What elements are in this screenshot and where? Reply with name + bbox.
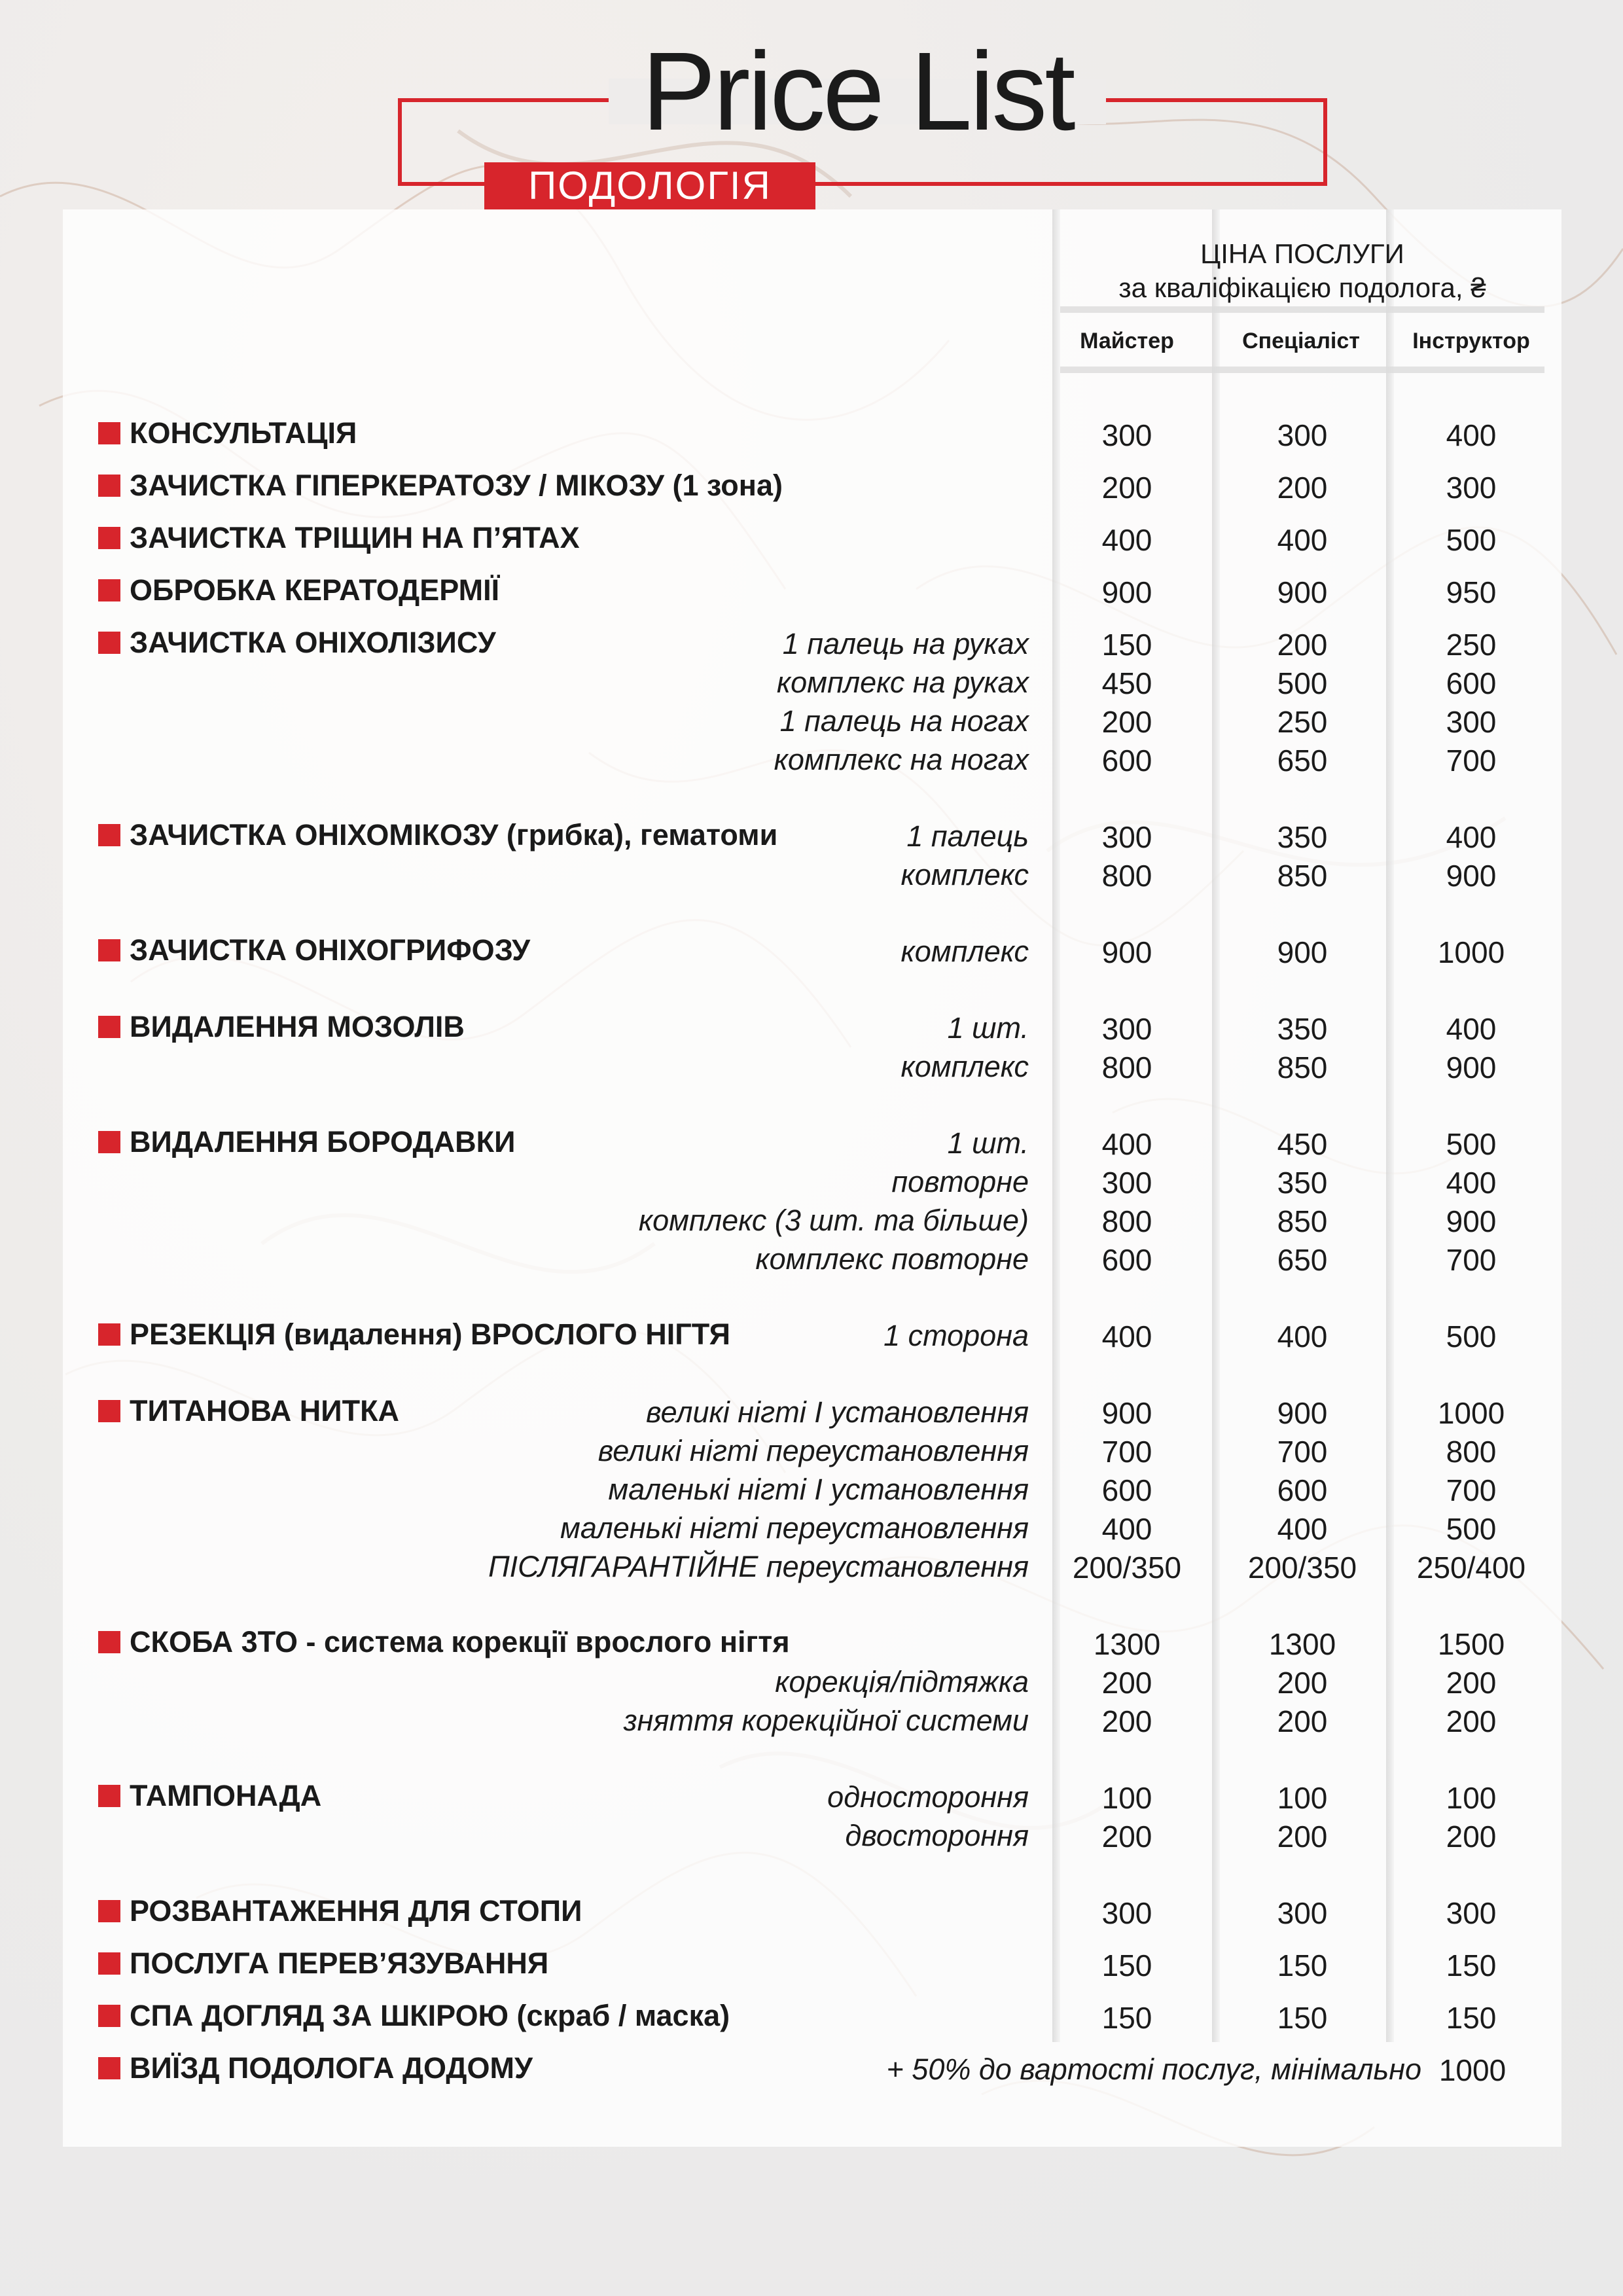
price-cell: 350 [1277, 820, 1328, 854]
price-cell: 200 [1277, 628, 1328, 662]
service-name-text: СКОБА 3ТО - система корекції врослого нігтя [130, 1625, 790, 1659]
price-cell: 200 [1446, 1666, 1497, 1700]
price-cell: 500 [1446, 1512, 1497, 1546]
price-cell: 200 [1101, 1704, 1152, 1738]
price-cell: 200/350 [1072, 1551, 1182, 1585]
bullet-icon [98, 1900, 120, 1922]
price-cell: 500 [1446, 1319, 1497, 1354]
price-cell: 300 [1277, 1896, 1328, 1930]
service-option: зняття корекційної системи [623, 1704, 1029, 1737]
price-cell: 100 [1101, 1781, 1152, 1815]
price-cell: 250 [1277, 705, 1328, 739]
price-cell: 1000 [1437, 935, 1505, 969]
price-cell: 900 [1446, 1050, 1497, 1085]
price-cell: 1500 [1437, 1627, 1505, 1661]
service-option: великі нігті I установлення [646, 1395, 1029, 1429]
price-cell: 150 [1446, 2001, 1497, 2035]
service-option: комплекс повторне [755, 1242, 1029, 1276]
price-cell: 200 [1446, 1820, 1497, 1854]
price-cell: 300 [1101, 1012, 1152, 1046]
service-option: маленькі нігті I установлення [608, 1473, 1029, 1506]
price-cell: 900 [1101, 575, 1152, 609]
service-option: комплекс [901, 935, 1029, 968]
price-cell: 900 [1277, 575, 1328, 609]
price-cell: 150 [1101, 2001, 1152, 2035]
price-cell: 950 [1446, 575, 1497, 609]
price-cell: 300 [1101, 820, 1152, 854]
price-cell: 200 [1277, 471, 1328, 505]
page-title: Price List [641, 29, 1073, 154]
price-cell: 300 [1101, 418, 1152, 452]
price-cell: 500 [1277, 666, 1328, 700]
service-name-text: ЗАЧИСТКА ГІПЕРКЕРАТОЗУ / МІКОЗУ (1 зона) [130, 469, 783, 502]
price-cell: 300 [1101, 1166, 1152, 1200]
service-name [98, 933, 530, 967]
price-cell: 400 [1101, 1127, 1152, 1161]
price-cell: 900 [1446, 1204, 1497, 1238]
price-cell: 400 [1277, 523, 1328, 557]
price-cell: 350 [1277, 1166, 1328, 1200]
price-cell: 200 [1101, 705, 1152, 739]
service-option: комплекс на ногах [774, 743, 1029, 776]
price-cell: 400 [1101, 1319, 1152, 1354]
service-option: великі нігті переустановлення [597, 1434, 1029, 1467]
price-cell: 600 [1446, 666, 1497, 700]
service-option: комплекс [901, 1050, 1029, 1083]
bullet-icon [98, 1400, 120, 1422]
service-name [98, 1318, 730, 1352]
price-cell: 450 [1101, 666, 1152, 700]
service-name [98, 818, 777, 852]
price-cell: 900 [1446, 859, 1497, 893]
service-name-text: ВИДАЛЕННЯ БОРОДАВКИ [130, 1125, 516, 1158]
service-option: 1 шт. [947, 1126, 1029, 1160]
price-header-line1: ЦІНА ПОСЛУГИ [1200, 238, 1404, 269]
price-cell: 900 [1277, 935, 1328, 969]
service-name [98, 1125, 515, 1159]
service-name-text: СПА ДОГЛЯД ЗА ШКІРОЮ (скраб / маска) [130, 1999, 730, 2032]
price-cell: 150 [1446, 1948, 1497, 1982]
price-cell: 900 [1101, 935, 1152, 969]
price-cell: 150 [1277, 1948, 1328, 1982]
service-option: маленькі нігті переустановлення [560, 1511, 1029, 1545]
level-instructor: Інструктор [1412, 329, 1530, 353]
service-name-text: ЗАЧИСТКА ОНІХОЛІЗИСУ [130, 626, 496, 659]
price-cell: 1300 [1268, 1627, 1336, 1661]
price-cell: 200 [1101, 1666, 1152, 1700]
price-cell: 300 [1446, 471, 1497, 505]
home-visit-min-price: 1000 [1438, 2053, 1507, 2087]
price-cell: 850 [1277, 1050, 1328, 1085]
price-cell: 450 [1277, 1127, 1328, 1161]
price-cell: 900 [1101, 1396, 1152, 1430]
service-option: двостороння [845, 1819, 1029, 1852]
price-cell: 200 [1101, 471, 1152, 505]
service-name-text: РЕЗЕКЦІЯ (видалення) ВРОСЛОГО НІГТЯ [130, 1318, 730, 1351]
price-cell: 200 [1277, 1704, 1328, 1738]
price-cell: 400 [1101, 1512, 1152, 1546]
bullet-icon [98, 422, 120, 444]
bullet-icon [98, 1016, 120, 1038]
bullet-icon [98, 475, 120, 497]
bullet-icon [98, 1323, 120, 1346]
price-cell: 300 [1446, 1896, 1497, 1930]
bullet-icon [98, 1131, 120, 1153]
service-name [98, 1394, 399, 1428]
price-cell: 850 [1277, 859, 1328, 893]
price-cell: 300 [1101, 1896, 1152, 1930]
price-cell: 650 [1277, 744, 1328, 778]
price-cell: 300 [1446, 705, 1497, 739]
service-name [98, 2051, 533, 2085]
price-cell: 700 [1446, 744, 1497, 778]
price-cell: 400 [1446, 1166, 1497, 1200]
service-option: 1 палець на руках [782, 627, 1029, 660]
service-name [98, 1010, 465, 1044]
service-option: 1 сторона [883, 1319, 1029, 1352]
price-cell: 400 [1277, 1319, 1328, 1354]
price-cell: 200 [1277, 1820, 1328, 1854]
service-name-text: КОНСУЛЬТАЦІЯ [130, 416, 357, 450]
price-cell: 700 [1101, 1435, 1152, 1469]
price-cell: 400 [1277, 1512, 1328, 1546]
price-cell: 400 [1101, 523, 1152, 557]
service-name-text: ВИЇЗД ПОДОЛОГА ДОДОМУ [130, 2051, 533, 2085]
price-cell: 500 [1446, 1127, 1497, 1161]
price-cell: 700 [1446, 1243, 1497, 1277]
service-option: ПІСЛЯГАРАНТІЙНЕ переустановлення [488, 1550, 1029, 1583]
price-cell: 1300 [1093, 1627, 1161, 1661]
service-option: комплекс на руках [776, 666, 1029, 699]
price-cell: 600 [1101, 1243, 1152, 1277]
service-name [98, 626, 496, 660]
price-cell: 900 [1277, 1396, 1328, 1430]
service-name-text: ОБРОБКА КЕРАТОДЕРМІЇ [130, 573, 500, 607]
price-header-line2: за кваліфікацією подолога, ₴ [1118, 272, 1486, 303]
service-option: комплекс (3 шт. та більше) [638, 1204, 1029, 1237]
level-specialist: Спеціаліст [1242, 329, 1360, 353]
service-name [98, 1946, 548, 1981]
service-name-text: ПОСЛУГА ПЕРЕВ’ЯЗУВАННЯ [130, 1946, 549, 1980]
price-cell: 800 [1101, 859, 1152, 893]
service-option: 1 шт. [947, 1011, 1029, 1045]
service-option: одностороння [827, 1780, 1029, 1814]
price-cell: 600 [1101, 1473, 1152, 1507]
price-cell: 150 [1101, 628, 1152, 662]
price-cell: 400 [1446, 418, 1497, 452]
bullet-icon [98, 2057, 120, 2079]
service-name [98, 1625, 790, 1659]
service-option: 1 палець [906, 819, 1029, 853]
service-name [98, 416, 357, 450]
home-visit-note: + 50% до вартості послуг, мінімально [886, 2053, 1421, 2086]
service-option: корекція/підтяжка [775, 1665, 1029, 1698]
service-name [98, 1999, 730, 2033]
bullet-icon [98, 579, 120, 601]
price-cell: 200 [1101, 1820, 1152, 1854]
service-option: 1 палець на ногах [779, 704, 1029, 738]
bullet-icon [98, 2005, 120, 2027]
bullet-icon [98, 824, 120, 846]
bullet-icon [98, 632, 120, 654]
bullet-icon [98, 527, 120, 549]
price-cell: 150 [1101, 1948, 1152, 1982]
price-cell: 800 [1101, 1204, 1152, 1238]
service-name-text: ВИДАЛЕННЯ МОЗОЛІВ [130, 1010, 465, 1043]
price-cell: 250 [1446, 628, 1497, 662]
section-badge: ПОДОЛОГІЯ [484, 162, 815, 209]
price-cell: 150 [1277, 2001, 1328, 2035]
price-cell: 250/400 [1416, 1551, 1526, 1585]
price-cell: 200 [1446, 1704, 1497, 1738]
price-cell: 400 [1446, 1012, 1497, 1046]
service-name [98, 521, 580, 555]
price-cell: 650 [1277, 1243, 1328, 1277]
service-name [98, 469, 783, 503]
price-cell: 100 [1446, 1781, 1497, 1815]
service-name-text: ЗАЧИСТКА ОНІХОМІКОЗУ (грибка), гематоми [130, 818, 778, 852]
service-name [98, 1779, 321, 1813]
price-cell: 200/350 [1247, 1551, 1357, 1585]
service-name-text: ЗАЧИСТКА ОНІХОГРИФОЗУ [130, 933, 531, 967]
service-name-text: ТИТАНОВА НИТКА [130, 1394, 400, 1427]
price-cell: 200 [1277, 1666, 1328, 1700]
level-master: Майстер [1080, 329, 1174, 353]
service-option: повторне [891, 1165, 1029, 1198]
bullet-icon [98, 1952, 120, 1975]
service-option: комплекс [901, 858, 1029, 891]
price-cell: 100 [1277, 1781, 1328, 1815]
price-cell: 350 [1277, 1012, 1328, 1046]
price-cell: 700 [1446, 1473, 1497, 1507]
price-cell: 800 [1101, 1050, 1152, 1085]
price-cell: 800 [1446, 1435, 1497, 1469]
service-name-text: ЗАЧИСТКА ТРІЩИН НА П’ЯТАХ [130, 521, 580, 554]
service-name-text: РОЗВАНТАЖЕННЯ ДЛЯ СТОПИ [130, 1894, 582, 1928]
price-cell: 600 [1277, 1473, 1328, 1507]
service-name [98, 1894, 582, 1928]
price-cell: 300 [1277, 418, 1328, 452]
price-cell: 400 [1446, 820, 1497, 854]
bullet-icon [98, 1631, 120, 1653]
service-name [98, 573, 499, 607]
price-cell: 600 [1101, 744, 1152, 778]
bullet-icon [98, 939, 120, 961]
service-name-text: ТАМПОНАДА [130, 1779, 322, 1812]
price-cell: 500 [1446, 523, 1497, 557]
price-cell: 850 [1277, 1204, 1328, 1238]
price-cell: 700 [1277, 1435, 1328, 1469]
price-cell: 1000 [1437, 1396, 1505, 1430]
bullet-icon [98, 1785, 120, 1807]
